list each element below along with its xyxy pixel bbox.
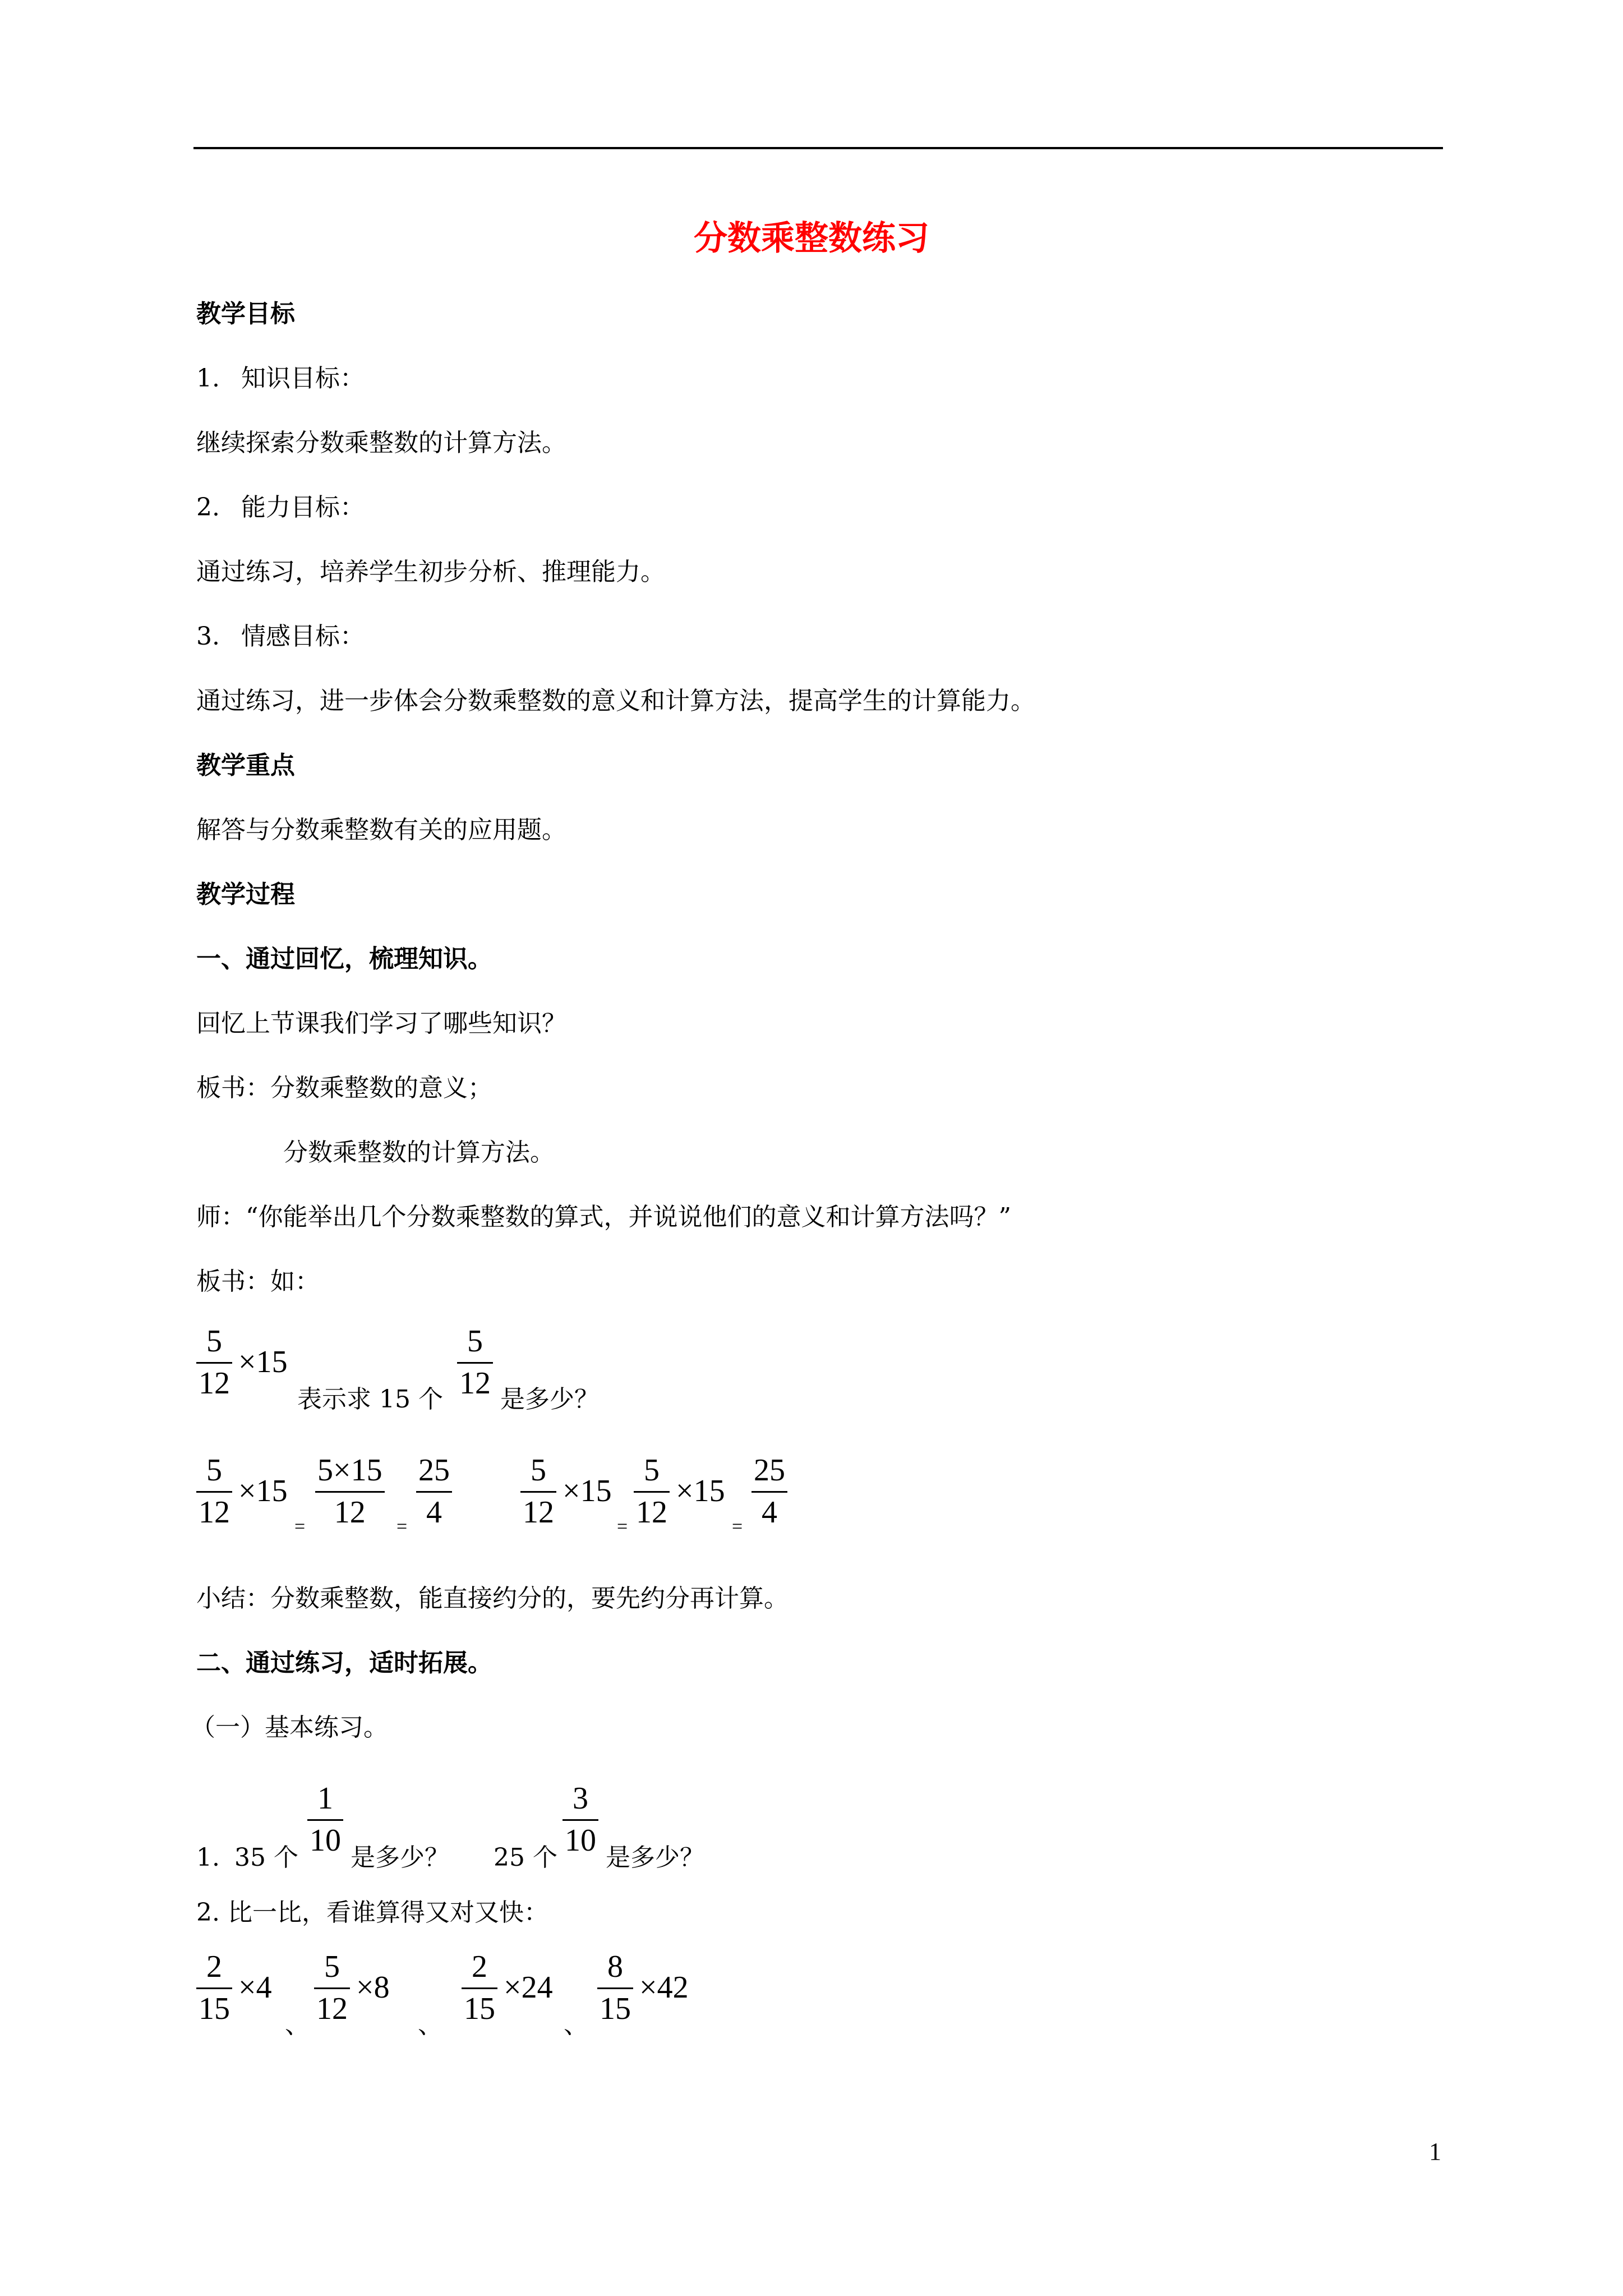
calc1-times-15: ×15 — [238, 1474, 288, 1508]
objective-1-label: 知识目标： — [241, 364, 365, 393]
q1-text-d: 是多少？ — [606, 1843, 704, 1872]
fraction-bar — [196, 1362, 232, 1364]
numerator: 1 — [317, 1781, 333, 1816]
calc2-fraction-5-12 — [520, 1453, 556, 1530]
focus-heading: 教学重点 — [196, 751, 295, 780]
times-15: ×15 — [238, 1345, 288, 1379]
objectives-heading: 教学目标 — [196, 300, 295, 328]
q2-text: 2. 比一比，看谁算得又对又快： — [196, 1898, 548, 1927]
denominator: 12 — [459, 1366, 491, 1401]
denominator: 15 — [199, 1991, 230, 2026]
denominator: 12 — [199, 1366, 230, 1401]
part1-heading: 一、通过回忆，梳理知识。 — [196, 945, 492, 973]
q2-times-24: ×24 — [504, 1970, 553, 2005]
fraction-5-12 — [196, 1324, 232, 1401]
denominator: 12 — [636, 1495, 667, 1530]
q2-fraction-8-15 — [597, 1949, 633, 2026]
calc1-fraction-25-4 — [416, 1453, 452, 1530]
objective-1-text: 继续探索分数乘整数的计算方法。 — [196, 429, 566, 457]
q2-separator-3: 、 — [564, 2010, 588, 2039]
objective-2 — [196, 491, 365, 524]
q2-fraction-5-12 — [314, 1949, 350, 2026]
numerator: 2 — [206, 1949, 222, 1984]
objective-3 — [196, 620, 365, 654]
denominator: 10 — [565, 1823, 596, 1858]
denominator: 10 — [310, 1823, 341, 1858]
q2-fraction-2-15-b — [462, 1949, 497, 2026]
board-line-1: 板书：分数乘整数的意义； — [196, 1074, 492, 1102]
denominator: 12 — [316, 1991, 348, 2026]
numerator: 25 — [418, 1453, 450, 1488]
q2-times-42: ×42 — [639, 1970, 689, 2005]
header-rule — [193, 147, 1443, 149]
numerator: 5 — [206, 1324, 222, 1359]
document-title: 分数乘整数练习 — [694, 219, 929, 258]
calc1-equals-2: = — [396, 1516, 408, 1537]
calc1-fraction-5x15-12 — [315, 1453, 385, 1530]
numerator: 5 — [467, 1324, 483, 1359]
objective-2-label: 能力目标： — [241, 493, 365, 522]
page-number: 1 — [1429, 2138, 1441, 2165]
numerator: 8 — [607, 1949, 623, 1984]
process-heading: 教学过程 — [196, 880, 295, 909]
objective-3-text: 通过练习，进一步体会分数乘整数的意义和计算方法，提高学生的计算能力。 — [196, 687, 1035, 715]
numerator: 3 — [573, 1781, 588, 1816]
objective-1-number: 1. — [196, 364, 220, 393]
denominator: 4 — [762, 1495, 777, 1530]
q1-fraction-3-10 — [562, 1781, 598, 1858]
q1-text-a: 35 个 — [234, 1843, 298, 1872]
denominator: 12 — [523, 1495, 554, 1530]
focus-text: 解答与分数乘整数有关的应用题。 — [196, 816, 566, 844]
numerator: 5 — [531, 1453, 546, 1488]
calc2-times-15-b: ×15 — [676, 1474, 725, 1508]
q1-text-b: 是多少？ — [351, 1843, 449, 1872]
calc2-fraction-25-4 — [751, 1453, 787, 1530]
board-example-label: 板书：如： — [196, 1267, 320, 1296]
fraction-bar — [597, 1987, 633, 1989]
fraction-bar — [462, 1987, 497, 1989]
objective-3-label: 情感目标： — [241, 622, 365, 651]
denominator: 4 — [426, 1495, 442, 1530]
denominator: 12 — [334, 1495, 366, 1530]
q1-number: 1. — [196, 1843, 220, 1872]
objective-1 — [196, 362, 365, 395]
fraction-bar — [307, 1819, 343, 1821]
fraction-bar — [196, 1987, 232, 1989]
denominator: 15 — [464, 1991, 495, 2026]
meaning-text-a: 表示求 15 个 — [297, 1385, 443, 1414]
part2-heading: 二、通过练习，适时拓展。 — [196, 1649, 492, 1677]
objective-3-number: 3. — [196, 622, 220, 651]
fraction-bar — [634, 1491, 670, 1493]
fraction-bar — [751, 1491, 787, 1493]
fraction-bar — [520, 1491, 556, 1493]
q2-separator-2: 、 — [418, 2010, 442, 2039]
numerator: 25 — [754, 1453, 785, 1488]
fraction-bar — [315, 1491, 385, 1493]
denominator: 12 — [199, 1495, 230, 1530]
calc1-fraction-5-12 — [196, 1453, 232, 1530]
objective-2-text: 通过练习，培养学生初步分析、推理能力。 — [196, 558, 665, 586]
calc2-fraction-5-12-b — [634, 1453, 670, 1530]
calc1-equals-1: = — [294, 1516, 306, 1537]
meaning-text-b: 是多少？ — [500, 1385, 599, 1414]
q2-separator-1: 、 — [285, 2010, 310, 2039]
fraction-bar — [314, 1987, 350, 1989]
q1-fraction-1-10 — [307, 1781, 343, 1858]
fraction-bar — [416, 1491, 452, 1493]
fraction-5-12-inline — [457, 1324, 493, 1401]
summary-text: 小结：分数乘整数，能直接约分的，要先约分再计算。 — [196, 1584, 789, 1613]
denominator: 15 — [600, 1991, 631, 2026]
numerator: 5 — [324, 1949, 340, 1984]
objective-2-number: 2. — [196, 493, 220, 522]
recall-text: 回忆上节课我们学习了哪些知识？ — [196, 1009, 566, 1038]
fraction-bar — [457, 1362, 493, 1364]
fraction-bar — [562, 1819, 598, 1821]
q2-fraction-2-15 — [196, 1949, 232, 2026]
board-line-2: 分数乘整数的计算方法。 — [283, 1138, 555, 1167]
basic-practice-heading: （一）基本练习。 — [191, 1713, 388, 1742]
calc2-equals-1: = — [617, 1516, 628, 1537]
calc2-equals-2: = — [732, 1516, 743, 1537]
numerator: 5 — [644, 1453, 660, 1488]
fraction-bar — [196, 1491, 232, 1493]
calc2-times-15-a: ×15 — [562, 1474, 612, 1508]
numerator: 5×15 — [317, 1453, 382, 1488]
q2-times-4: ×4 — [238, 1970, 272, 2005]
q1-text-c: 25 个 — [494, 1843, 557, 1872]
teacher-question: 师：“你能举出几个分数乘整数的算式，并说说他们的意义和计算方法吗？” — [196, 1203, 1011, 1231]
q2-times-8: ×8 — [356, 1970, 390, 2005]
numerator: 2 — [472, 1949, 487, 1984]
numerator: 5 — [206, 1453, 222, 1488]
